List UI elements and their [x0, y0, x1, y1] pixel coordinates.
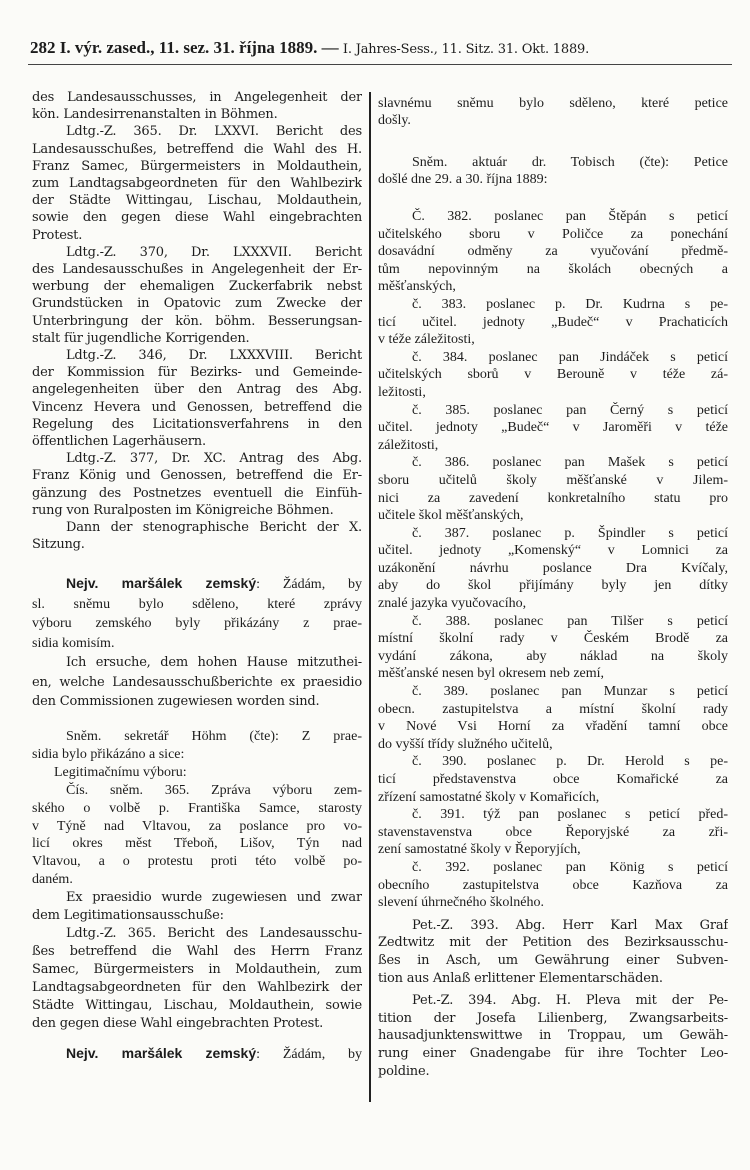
text-line: der Kommission für Bezirks- und Gemeinde- [32, 365, 362, 381]
paragraph [32, 574, 362, 653]
text-line: ßes betreffend die Wahl des Herrn Franz [32, 943, 362, 959]
text-line: sboru učitelů školy měšťanské v Jilem- [378, 472, 728, 488]
text-line: Sněm. sekretář Höhm (čte): Z prae- [66, 729, 362, 744]
text-line: ského o volbě p. Františka Samce, starosty [32, 800, 362, 816]
text-line: Ldtg.-Z. 346, Dr. LXXXVIII. Bericht [66, 348, 362, 364]
text-line: Pet.-Z. 393. Abg. Herr Karl Max Graf [412, 917, 728, 933]
text-line: č. 387. poslanec p. Špindler s peticí [412, 525, 728, 541]
text-line: tům nepovinným na školách obecných a [378, 261, 728, 277]
text-line: č. 390. poslanec p. Dr. Herold s pe- [412, 754, 728, 770]
text-line: Zedtwitz mit der Petition des Bezirksausschu- [378, 935, 728, 951]
text-line: kön. Landesirrenanstalten in Böhmen. [32, 107, 278, 123]
text-line: Sněm. aktuár dr. Tobisch (čte): Petice [412, 155, 728, 170]
column-divider [369, 92, 371, 1102]
paragraph [378, 806, 728, 859]
paragraph [378, 859, 728, 912]
text-line: den Commissionen zugewiesen worden sind. [32, 694, 320, 709]
text-line: č. 386. poslanec pan Mašek s peticí [412, 455, 728, 471]
paragraph [32, 89, 362, 123]
text-line: stavenstavenstva obce Řeporyjské za zři- [378, 824, 728, 840]
text-line: Pet.-Z. 394. Abg. H. Pleva mit der Pe- [412, 993, 728, 1009]
text-line: Sitzung. [32, 537, 85, 553]
text-line: Ldtg.-Z. 370, Dr. LXXXVII. Bericht [66, 244, 362, 260]
text-line: Unterbringung der kön. böhm. Besserungsan- [32, 313, 362, 329]
text-line: č. 388. poslanec pan Tilšer s peticí [412, 613, 728, 629]
text-line: č. 385. poslanec pan Černý s peticí [412, 402, 728, 418]
text-line: Samec, Bürgermeisters in Moldauthein, zum [32, 961, 362, 977]
text-line: Legitimačnímu výboru: [54, 764, 187, 780]
text-line: došlé dne 29. a 30. října 1889: [378, 172, 548, 187]
paragraph [378, 525, 728, 613]
text-line: des Landesausschusses, in Angelegenheit der [32, 90, 362, 105]
speaker-name: Nejv. maršálek zemský [66, 575, 257, 591]
paragraph [378, 154, 728, 188]
text-line: Regelung des Licitationsverfahrens in den [32, 416, 362, 432]
text-line: Protest. [32, 227, 83, 243]
text-line: č. 384. poslanec pan Jindáček s peticí [412, 349, 728, 365]
text-line: učitel. jednoty „Komenský“ v Lomnici za [378, 543, 728, 559]
text-line: do vyšší třídy služného učitelů, [378, 736, 553, 752]
paragraph [378, 349, 728, 402]
text-line: aby do škol přijímány byly jen dítky [378, 578, 728, 594]
text-line: uzákonění návrhu poslance Dra Kvíčaly, [378, 560, 728, 576]
paragraph [32, 1044, 362, 1064]
text-line: znalé jazyka vyučovacího, [378, 596, 527, 612]
text-line: dosavádní odměny za vyučování předmě- [378, 244, 728, 260]
text-line: učitelských sborů v Berouně v téže zá- [378, 367, 728, 383]
text-line: Nejv. maršálek zemský: Žádám, by [66, 1045, 362, 1062]
text-line: ležitosti, [378, 384, 426, 400]
text-line: Ich ersuche, dem hohen Hause mitzuthei- [66, 655, 362, 670]
text-line: slavnému sněmu bylo sděleno, které petice [378, 96, 728, 111]
paragraph [32, 123, 362, 243]
text-line: zení samostatné školy v Řeporyjích, [378, 842, 581, 858]
text-line: Vltavou, a o protestu proti této volbě po- [32, 854, 362, 870]
paragraph [378, 683, 728, 753]
text-line: den gegen diese Wahl eingebrachten Protest. [32, 1015, 324, 1031]
text-line: poldine. [378, 1063, 430, 1079]
text-line: nici za zavedení konkretalního statu pro [378, 490, 728, 506]
text-line: Nejv. maršálek zemský: Žádám, by [66, 575, 362, 592]
text-line: zum Landtagsabgeordneten für den Wahlbezirk [32, 176, 362, 192]
text-line: Landtagsabgeordneten für den Wahlbezirk der [32, 979, 362, 995]
text-line: místní školní rady v Českém Brodě za [378, 631, 728, 647]
left-column-section-1 [32, 89, 362, 553]
text-line: sowie den gegen diese Wahl eingebrachten [32, 210, 362, 226]
paragraph [32, 519, 362, 553]
text-line: učitelského sboru v Poličce za ponechání [378, 226, 728, 242]
paragraph [32, 782, 362, 889]
text-line: rung von Ruralposten im Königreiche Böhmen. [32, 502, 334, 518]
header-rule [28, 64, 732, 65]
right-column-section-1 [378, 96, 728, 129]
text-line: ßes in Asch, um Gewährung einer Subven- [378, 952, 728, 968]
text-line: v téže záležitosti, [378, 332, 475, 348]
text-line: č. 383. poslanec p. Dr. Kudrna s pe- [412, 296, 728, 312]
text-line: tition der Josefa Lilienberg, Zwangsarbeits- [378, 1010, 728, 1026]
paragraph [32, 450, 362, 519]
text-line: Städte Wittingau, Lischau, Moldauthein, sowie [32, 997, 362, 1013]
text-line: došly. [378, 112, 411, 128]
paragraph [32, 764, 362, 782]
text-line: obecního zastupitelstva obce Kazňova za [378, 877, 728, 893]
left-column-section-4 [32, 1044, 362, 1064]
text-line: ticí učitel. jednoty „Budeč“ v Prachaticích [378, 314, 728, 330]
paragraph [378, 96, 728, 129]
left-column-section-2 [32, 574, 362, 712]
header-czech: I. výr. zased., 11. sez. 31. října 1889. — [59, 38, 339, 57]
text-line: učitel. jednoty „Budeč“ v Jaroměři v téže [378, 420, 728, 436]
text-line: č. 389. poslanec pan Munzar s peticí [412, 684, 728, 700]
text-line: měšťanské nesen byl okresem neb zemí, [378, 666, 605, 682]
text-line: rung einer Gnadengabe für ihre Tochter Leo- [378, 1045, 728, 1061]
text-line: v Týně nad Vltavou, za poslance pro vo- [32, 818, 362, 834]
text-line: sidia bylo přikázáno a sice: [32, 746, 185, 762]
page-number: 282 [30, 38, 56, 57]
text-line: Ldtg.-Z. 365. Dr. LXXVI. Bericht des [66, 124, 362, 140]
text-line: ticí představenstva obce Komařické za [378, 772, 728, 787]
paragraph [378, 917, 728, 987]
text-line: vydání zákona, aby náklad na školy [378, 648, 728, 664]
text-line: slevení úhrnečného školného. [378, 895, 545, 911]
paragraph [32, 889, 362, 925]
text-line: č. 392. poslanec pan König s peticí [412, 859, 728, 875]
paragraph [378, 296, 728, 349]
text-line: daném. [32, 872, 73, 888]
text-line: Čís. sněm. 365. Zpráva výboru zem- [66, 782, 362, 798]
text-line: záležitosti, [378, 437, 439, 453]
left-column-section-3 [32, 728, 362, 1032]
text-line: stalt für jugendliche Korrigenden. [32, 330, 250, 346]
text-line: v Nové Vsi Horní za vřadění tamní obce [378, 719, 728, 735]
speaker-name: Nejv. maršálek zemský [66, 1045, 257, 1061]
text-line: obecn. zastupitelstva a místní školní rady [378, 701, 728, 717]
paragraph [32, 728, 362, 764]
paragraph [32, 653, 362, 712]
text-line: en, welche Landesausschußberichte ex praesidio [32, 674, 362, 690]
text-line: öffentlichen Lagerhäusern. [32, 434, 206, 450]
text-line: sidia komisím. [32, 635, 115, 651]
paragraph [378, 208, 728, 296]
text-line: Ldtg.-Z. 377, Dr. XC. Antrag des Abg. [66, 451, 362, 467]
text-line: měšťanských, [378, 279, 456, 295]
text-line: des Landesausschußes in Angelegenheit der Er- [32, 262, 362, 278]
text-line: č. 391. týž pan poslanec s peticí před- [412, 807, 728, 823]
text-line: hausadjunktenswittwe in Troppau, um Gewäh- [378, 1028, 728, 1044]
text-line: Dann der stenographische Bericht der X. [66, 520, 362, 536]
paragraph [32, 347, 362, 450]
right-column-section-3 [378, 208, 728, 1080]
text-line: Č. 382. poslanec pan Štěpán s peticí [412, 209, 728, 224]
text-line: tion aus Anlaß erlittener Elementarschäden. [378, 970, 663, 986]
text-line: Ex praesidio wurde zugewiesen und zwar [66, 890, 362, 906]
paragraph [32, 244, 362, 347]
text-line: gänzung des Postnetzes eventuell die Einfüh- [32, 485, 362, 501]
paragraph [378, 454, 728, 524]
text-line: angelegenheiten über den Antrag des Abg. [32, 382, 362, 398]
running-header [30, 38, 730, 58]
text-line: der Städte Wittingau, Lischau, Moldauthein, [32, 193, 362, 209]
text-line: Ldtg.-Z. 365. Bericht des Landesausschu- [66, 925, 362, 941]
paragraph [378, 992, 728, 1080]
text-line: licí okres měst Třeboň, Lišov, Týn nad [32, 836, 362, 852]
header-german: I. Jahres-Sess., 11. Sitz. 31. Okt. 1889. [342, 42, 590, 57]
text-line: výboru zemského byly přikázány z prae- [32, 616, 362, 631]
text-line: zřízení samostatné školy v Komařicích, [378, 789, 600, 805]
text-line: Franz König und Genossen, betreffend die Er- [32, 468, 362, 484]
right-column-section-2 [378, 154, 728, 188]
paragraph [32, 925, 362, 1032]
text-line: Franz Samec, Bürgermeisters in Moldauthein, [32, 158, 362, 174]
text-line: Grundstücken in Opatovic zum Zwecke der [32, 296, 362, 312]
text-line: werbung der ehemaligen Zuckerfabrik nebst [32, 279, 362, 295]
text-line: učitele škol měšťanských, [378, 508, 524, 524]
text-line: Vincenz Hevera und Genossen, betreffend die [32, 399, 362, 415]
paragraph [378, 402, 728, 455]
text-line: sl. sněmu bylo sděleno, které zprávy [32, 596, 362, 612]
paragraph [378, 613, 728, 683]
text-line: dem Legitimationsausschuße: [32, 908, 224, 924]
text-line: Landesausschußes, betreffend die Wahl des H. [32, 141, 362, 157]
paragraph [378, 753, 728, 806]
